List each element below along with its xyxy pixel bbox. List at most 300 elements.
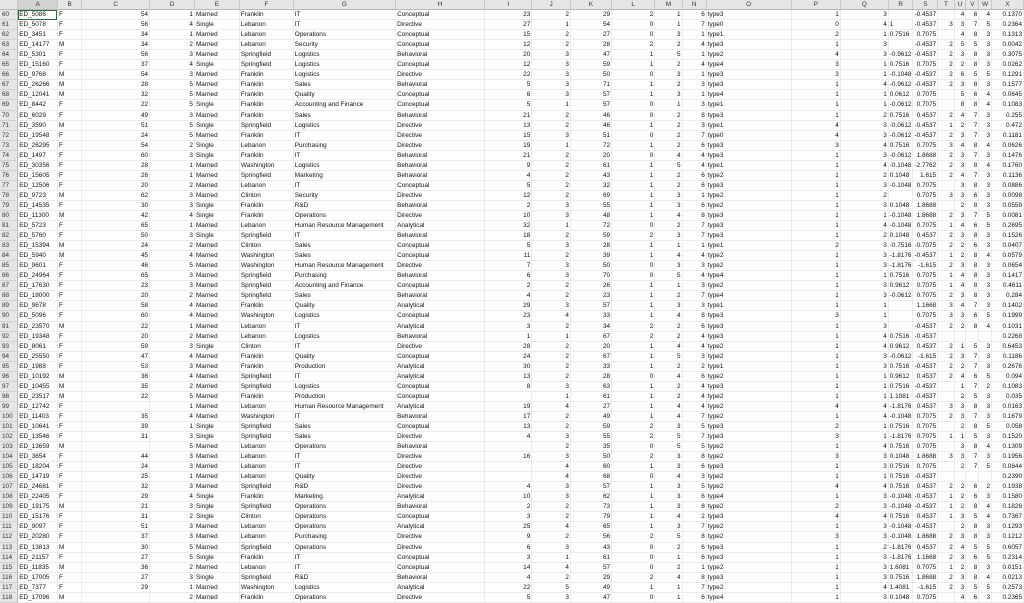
cell-n[interactable]: 3 — [682, 261, 706, 271]
cell-g[interactable]: IT — [293, 341, 395, 351]
cell-b[interactable]: F — [57, 522, 81, 532]
cell-n[interactable]: 4 — [682, 150, 706, 160]
cell-s[interactable]: 1.8688 — [913, 150, 938, 160]
cell-d[interactable]: 3 — [150, 522, 195, 532]
cell-w[interactable]: 4 — [979, 512, 992, 522]
cell-h[interactable]: Analytical — [396, 361, 485, 371]
cell-g[interactable]: IT — [293, 411, 395, 421]
cell-b[interactable]: F — [57, 231, 81, 241]
cell-u[interactable]: 5 — [954, 40, 966, 50]
cell-q[interactable]: 3 — [840, 532, 888, 542]
cell-g[interactable]: IT — [293, 462, 395, 472]
cell-b[interactable]: F — [57, 411, 81, 421]
cell-b[interactable]: M — [57, 190, 81, 200]
cell-g[interactable]: Logistics — [293, 160, 395, 170]
cell-c[interactable] — [82, 592, 150, 602]
cell-d[interactable]: 3 — [150, 361, 195, 371]
cell-m[interactable]: 3 — [655, 421, 682, 431]
cell-i[interactable]: 5 — [485, 180, 532, 190]
cell-b[interactable]: F — [57, 30, 81, 40]
cell-g[interactable]: Production — [293, 391, 395, 401]
cell-e[interactable]: Married — [194, 30, 239, 40]
cell-v[interactable]: 8 — [966, 160, 979, 170]
cell-q[interactable]: 1 — [840, 70, 888, 80]
cell-i[interactable]: 22 — [485, 70, 532, 80]
cell-p[interactable]: 1 — [791, 572, 840, 582]
cell-g[interactable]: Logistics — [293, 331, 395, 341]
cell-j[interactable]: 1 — [532, 552, 571, 562]
cell-u[interactable]: 1 — [954, 432, 966, 442]
cell-a[interactable]: ED_18000 — [18, 291, 58, 301]
cell-f[interactable]: Franklin — [239, 391, 293, 401]
cell-x[interactable]: 0.035 — [992, 391, 1024, 401]
cell-m[interactable]: 2 — [655, 321, 682, 331]
cell-j[interactable]: 4 — [532, 462, 571, 472]
cell-x[interactable]: 0.0098 — [992, 190, 1024, 200]
cell-o[interactable]: type4 — [706, 492, 791, 502]
cell-x[interactable]: 0.0844 — [992, 462, 1024, 472]
row-header[interactable]: 67 — [0, 80, 18, 90]
cell-g[interactable]: Purchasing — [293, 532, 395, 542]
cell-r[interactable] — [888, 311, 913, 321]
cell-t[interactable] — [938, 592, 955, 602]
cell-k[interactable]: 35 — [570, 442, 611, 452]
cell-s[interactable]: -0.4537 — [914, 392, 937, 400]
cell-x[interactable]: 0.0645 — [992, 90, 1024, 100]
cell-q[interactable]: 3 — [840, 462, 888, 472]
cell-v[interactable]: 8 — [966, 30, 979, 40]
cell-m[interactable]: 3 — [655, 90, 682, 100]
cell-a[interactable]: ED_1988 — [18, 361, 58, 371]
cell-c[interactable]: 62 — [82, 190, 150, 200]
cell-j[interactable]: 1 — [532, 391, 571, 401]
cell-p[interactable]: 1 — [791, 411, 840, 421]
cell-s[interactable]: -0.7075 — [914, 242, 937, 250]
cell-a[interactable]: ED_10192 — [18, 371, 58, 381]
cell-g[interactable]: Logistics — [293, 60, 395, 70]
cell-u[interactable]: 3 — [954, 582, 966, 592]
cell-o[interactable]: type2 — [706, 472, 791, 482]
cell-f[interactable]: Springfield — [239, 291, 293, 301]
cell-b[interactable]: F — [57, 582, 81, 592]
cell-s[interactable]: -0.4537 — [914, 523, 937, 531]
cell-w[interactable]: 3 — [979, 130, 992, 140]
cell-p[interactable]: 1 — [791, 150, 840, 160]
cell-v[interactable]: 8 — [966, 140, 979, 150]
cell-r[interactable]: 0.1048 — [888, 200, 913, 210]
cell-b[interactable]: F — [57, 492, 81, 502]
cell-p[interactable]: 4 — [791, 512, 840, 522]
cell-j[interactable]: 3 — [532, 90, 571, 100]
cell-a[interactable]: ED_15394 — [18, 241, 58, 251]
cell-g[interactable]: IT — [293, 10, 395, 20]
cell-t[interactable]: 2 — [938, 50, 955, 60]
cell-a[interactable]: ED_19548 — [18, 130, 58, 140]
cell-j[interactable]: 3 — [532, 50, 571, 60]
cell-h[interactable]: Analytical — [396, 371, 485, 381]
cell-d[interactable]: 2 — [150, 331, 195, 341]
cell-x[interactable]: 0.255 — [992, 110, 1024, 120]
cell-o[interactable]: type2 — [706, 341, 791, 351]
cell-s[interactable]: 0.7075 — [913, 221, 938, 231]
cell-l[interactable]: 0 — [612, 542, 655, 552]
cell-b[interactable]: F — [57, 271, 81, 281]
cell-c[interactable]: 65 — [82, 221, 150, 231]
cell-g[interactable]: Operations — [293, 30, 395, 40]
cell-i[interactable]: 4 — [485, 572, 532, 582]
cell-q[interactable]: 4 — [840, 80, 888, 90]
cell-v[interactable]: 7 — [966, 301, 979, 311]
cell-p[interactable]: 3 — [791, 452, 840, 462]
cell-e[interactable]: Married — [194, 301, 239, 311]
cell-n[interactable]: 6 — [682, 492, 706, 502]
cell-g[interactable]: Quality — [293, 472, 395, 482]
cell-k[interactable]: 61 — [570, 391, 611, 401]
cell-i[interactable]: 12 — [485, 60, 532, 70]
cell-w[interactable]: 5 — [979, 462, 992, 472]
cell-w[interactable]: 3 — [979, 492, 992, 502]
cell-m[interactable]: 5 — [655, 432, 682, 442]
cell-u[interactable]: 4 — [954, 271, 966, 281]
cell-g[interactable]: Sales — [293, 241, 395, 251]
cell-s[interactable]: 0.7075 — [913, 90, 938, 100]
cell-h[interactable]: Behavioral — [396, 110, 485, 120]
cell-i[interactable]: 5 — [485, 80, 532, 90]
cell-c[interactable]: 30 — [82, 542, 150, 552]
cell-g[interactable]: Sales — [293, 421, 395, 431]
cell-h[interactable]: Analytical — [396, 301, 485, 311]
column-header-a[interactable]: A — [18, 0, 58, 10]
column-header-c[interactable]: C — [82, 0, 150, 10]
cell-p[interactable]: 1 — [791, 542, 840, 552]
cell-f[interactable]: Washington — [239, 582, 293, 592]
cell-s[interactable]: 0.4537 — [913, 371, 938, 381]
cell-o[interactable]: type3 — [706, 10, 791, 20]
cell-j[interactable]: 3 — [532, 60, 571, 70]
cell-r[interactable]: 0.7516 — [888, 110, 913, 120]
cell-q[interactable]: 1 — [840, 472, 888, 482]
cell-f[interactable]: Lebanon — [239, 180, 293, 190]
cell-q[interactable]: 4 — [840, 140, 888, 150]
cell-f[interactable]: Franklin — [239, 80, 293, 90]
cell-t[interactable]: 2 — [938, 371, 955, 381]
cell-x[interactable]: 0.2573 — [992, 582, 1024, 592]
cell-l[interactable]: 1 — [612, 291, 655, 301]
cell-n[interactable]: 6 — [682, 321, 706, 331]
column-header-l[interactable]: L — [612, 0, 655, 10]
cell-j[interactable]: 2 — [532, 30, 571, 40]
cell-v[interactable]: 5 — [966, 391, 979, 401]
cell-e[interactable]: Married — [194, 391, 239, 401]
cell-k[interactable]: 39 — [570, 251, 611, 261]
cell-l[interactable]: 0 — [612, 70, 655, 80]
cell-v[interactable]: 8 — [966, 50, 979, 60]
cell-t[interactable]: 1 — [938, 562, 955, 572]
cell-c[interactable]: 25 — [82, 472, 150, 482]
cell-b[interactable]: F — [57, 200, 81, 210]
cell-p[interactable]: 1 — [791, 351, 840, 361]
cell-h[interactable]: Directive — [396, 472, 485, 482]
cell-k[interactable]: 32 — [570, 180, 611, 190]
cell-c[interactable]: 32 — [82, 482, 150, 492]
cell-e[interactable]: Married — [194, 472, 239, 482]
cell-l[interactable]: 2 — [612, 40, 655, 50]
cell-k[interactable]: 61 — [570, 552, 611, 562]
cell-u[interactable]: 2 — [954, 60, 966, 70]
cell-d[interactable]: 3 — [150, 70, 195, 80]
cell-d[interactable]: 4 — [150, 351, 195, 361]
cell-e[interactable]: Married — [194, 311, 239, 321]
cell-h[interactable]: Behavioral — [396, 411, 485, 421]
cell-d[interactable]: 3 — [150, 482, 195, 492]
cell-h[interactable]: Conceptual — [396, 311, 485, 321]
cell-a[interactable]: ED_21157 — [18, 552, 58, 562]
cell-c[interactable]: 27 — [82, 572, 150, 582]
cell-x[interactable]: 0.2364 — [992, 20, 1024, 30]
cell-t[interactable]: 2 — [938, 210, 955, 220]
cell-j[interactable]: 2 — [532, 40, 571, 50]
cell-n[interactable]: 8 — [682, 502, 706, 512]
cell-x[interactable]: 0.0081 — [992, 210, 1024, 220]
cell-s[interactable]: 0.4537 — [913, 482, 938, 492]
row-header[interactable]: 64 — [0, 50, 18, 60]
cell-b[interactable]: M — [57, 542, 81, 552]
cell-n[interactable]: 4 — [682, 331, 706, 341]
cell-x[interactable]: 0.0163 — [992, 401, 1024, 411]
cell-r[interactable]: -0.0612 — [889, 352, 912, 360]
cell-t[interactable]: 2 — [938, 130, 955, 140]
cell-d[interactable]: 3 — [150, 190, 195, 200]
cell-l[interactable]: 2 — [612, 421, 655, 431]
cell-u[interactable]: 4 — [954, 221, 966, 231]
cell-k[interactable]: 26 — [570, 281, 611, 291]
row-header[interactable]: 85 — [0, 261, 18, 271]
cell-g[interactable]: IT — [293, 180, 395, 190]
cell-o[interactable]: type4 — [706, 90, 791, 100]
cell-f[interactable]: Springfield — [239, 572, 293, 582]
cell-t[interactable]: 3 — [938, 140, 955, 150]
cell-d[interactable]: 3 — [150, 502, 195, 512]
cell-f[interactable]: Lebanon — [239, 331, 293, 341]
cell-e[interactable]: Married — [194, 190, 239, 200]
cell-i[interactable]: 3 — [485, 552, 532, 562]
cell-a[interactable]: ED_1497 — [18, 150, 58, 160]
cell-l[interactable]: 2 — [612, 532, 655, 542]
cell-k[interactable]: 72 — [570, 140, 611, 150]
cell-b[interactable]: M — [57, 251, 81, 261]
cell-o[interactable]: type3 — [706, 70, 791, 80]
cell-e[interactable]: Married — [194, 321, 239, 331]
cell-v[interactable]: 8 — [966, 532, 979, 542]
cell-t[interactable]: 2 — [938, 572, 955, 582]
cell-i[interactable]: 29 — [485, 301, 532, 311]
row-header[interactable]: 102 — [0, 432, 18, 442]
cell-t[interactable] — [938, 462, 955, 472]
cell-n[interactable]: 7 — [682, 582, 706, 592]
cell-u[interactable]: 8 — [954, 100, 966, 110]
cell-k[interactable]: 28 — [570, 40, 611, 50]
cell-w[interactable]: 4 — [979, 160, 992, 170]
cell-n[interactable]: 3 — [682, 472, 706, 482]
row-header[interactable]: 81 — [0, 221, 18, 231]
cell-u[interactable]: 3 — [954, 261, 966, 271]
cell-n[interactable]: 1 — [682, 90, 706, 100]
cell-n[interactable]: 7 — [682, 522, 706, 532]
cell-l[interactable]: 0 — [612, 221, 655, 231]
cell-a[interactable]: ED_5078 — [18, 20, 58, 30]
cell-u[interactable]: 3 — [954, 180, 966, 190]
cell-f[interactable]: Franklin — [239, 70, 293, 80]
cell-f[interactable]: Franklin — [239, 110, 293, 120]
cell-g[interactable]: Logistics — [293, 120, 395, 130]
cell-c[interactable]: 31 — [82, 512, 150, 522]
cell-v[interactable]: 6 — [966, 492, 979, 502]
cell-h[interactable]: Directive — [396, 341, 485, 351]
cell-t[interactable]: 2 — [938, 261, 955, 271]
cell-l[interactable]: 0 — [612, 130, 655, 140]
cell-h[interactable]: Conceptual — [396, 391, 485, 401]
cell-f[interactable]: Franklin — [239, 361, 293, 371]
cell-v[interactable]: 8 — [966, 321, 979, 331]
row-header[interactable]: 111 — [0, 522, 18, 532]
cell-v[interactable]: 8 — [966, 442, 979, 452]
cell-o[interactable]: type3 — [706, 180, 791, 190]
cell-f[interactable]: Washington — [239, 160, 293, 170]
cell-j[interactable]: 4 — [532, 562, 571, 572]
cell-b[interactable]: F — [57, 20, 81, 30]
cell-a[interactable]: ED_24964 — [18, 271, 58, 281]
cell-u[interactable]: 4 — [954, 110, 966, 120]
cell-b[interactable]: F — [57, 532, 81, 542]
cell-u[interactable]: 4 — [954, 140, 966, 150]
cell-q[interactable]: 3 — [840, 241, 888, 251]
cell-s[interactable]: 0.7075 — [913, 180, 938, 190]
cell-k[interactable]: 49 — [570, 582, 611, 592]
cell-i[interactable] — [485, 391, 532, 401]
cell-g[interactable]: Logistics — [293, 70, 395, 80]
cell-i[interactable]: 4 — [485, 482, 532, 492]
cell-t[interactable]: 1 — [938, 271, 955, 281]
cell-b[interactable]: F — [57, 401, 81, 411]
cell-q[interactable]: 3 — [840, 281, 888, 291]
column-header-v[interactable]: V — [966, 0, 979, 10]
cell-a[interactable]: ED_9601 — [18, 261, 58, 271]
cell-i[interactable]: 15 — [485, 30, 532, 40]
row-header[interactable]: 84 — [0, 251, 18, 261]
cell-i[interactable]: 20 — [485, 50, 532, 60]
cell-m[interactable]: 3 — [655, 190, 682, 200]
cell-p[interactable]: 1 — [791, 301, 840, 311]
cell-r[interactable] — [888, 40, 913, 50]
cell-b[interactable]: M — [57, 562, 81, 572]
cell-h[interactable]: Directive — [396, 532, 485, 542]
cell-b[interactable]: F — [57, 452, 81, 462]
cell-r[interactable]: -0.0612 — [889, 292, 912, 300]
cell-c[interactable]: 32 — [82, 90, 150, 100]
cell-h[interactable]: Behavioral — [396, 291, 485, 301]
cell-j[interactable]: 2 — [532, 341, 571, 351]
cell-j[interactable]: 2 — [532, 502, 571, 512]
cell-b[interactable]: F — [57, 60, 81, 70]
cell-v[interactable]: 8 — [966, 180, 979, 190]
cell-d[interactable]: 5 — [150, 120, 195, 130]
cell-e[interactable]: Married — [194, 170, 239, 180]
cell-a[interactable]: ED_9723 — [18, 190, 58, 200]
cell-d[interactable]: 5 — [150, 552, 195, 562]
cell-s[interactable]: 0.4537 — [913, 110, 938, 120]
cell-x[interactable]: 0.0151 — [992, 562, 1024, 572]
cell-o[interactable]: type3 — [706, 311, 791, 321]
cell-s[interactable]: 0.7075 — [913, 432, 938, 442]
cell-t[interactable]: 1 — [938, 251, 955, 261]
cell-t[interactable] — [938, 472, 955, 482]
cell-t[interactable]: 3 — [938, 190, 955, 200]
cell-l[interactable]: 1 — [612, 160, 655, 170]
cell-d[interactable]: 3 — [150, 462, 195, 472]
cell-m[interactable]: 3 — [655, 261, 682, 271]
cell-c[interactable]: 54 — [82, 140, 150, 150]
cell-b[interactable]: F — [57, 512, 81, 522]
cell-f[interactable]: Franklin — [239, 90, 293, 100]
cell-q[interactable]: 3 — [840, 180, 888, 190]
cell-w[interactable]: 5 — [979, 221, 992, 231]
cell-o[interactable]: type3 — [706, 421, 791, 431]
cell-g[interactable]: Security — [293, 40, 395, 50]
cell-l[interactable]: 1 — [612, 411, 655, 421]
cell-q[interactable]: 3 — [840, 592, 888, 602]
cell-r[interactable]: -0.1048 — [889, 161, 912, 169]
cell-v[interactable]: 8 — [966, 200, 979, 210]
cell-c[interactable]: 44 — [82, 452, 150, 462]
cell-j[interactable]: 2 — [532, 281, 571, 291]
cell-d[interactable]: 2 — [150, 241, 195, 251]
cell-b[interactable]: M — [57, 40, 81, 50]
cell-u[interactable]: 3 — [954, 351, 966, 361]
cell-n[interactable]: 8 — [682, 110, 706, 120]
cell-k[interactable]: 51 — [570, 130, 611, 140]
cell-u[interactable]: 4 — [954, 281, 966, 291]
cell-a[interactable]: ED_14719 — [18, 472, 58, 482]
cell-m[interactable]: 1 — [655, 552, 682, 562]
cell-b[interactable]: F — [57, 482, 81, 492]
cell-d[interactable]: 4 — [150, 251, 195, 261]
cell-t[interactable] — [938, 200, 955, 210]
cell-x[interactable]: 0.1476 — [992, 150, 1024, 160]
cell-j[interactable]: 2 — [532, 442, 571, 452]
cell-q[interactable]: 3 — [840, 120, 888, 130]
cell-h[interactable]: Behavioral — [396, 80, 485, 90]
cell-n[interactable]: 5 — [682, 421, 706, 431]
cell-k[interactable]: 43 — [570, 542, 611, 552]
cell-a[interactable]: ED_3451 — [18, 30, 58, 40]
cell-a[interactable]: ED_10455 — [18, 381, 58, 391]
cell-d[interactable]: 2 — [150, 562, 195, 572]
cell-m[interactable]: 2 — [655, 562, 682, 572]
row-header[interactable]: 78 — [0, 190, 18, 200]
cell-c[interactable]: 60 — [82, 311, 150, 321]
cell-l[interactable]: 1 — [612, 80, 655, 90]
cell-e[interactable]: Single — [194, 421, 239, 431]
cell-e[interactable]: Single — [194, 432, 239, 442]
cell-x[interactable]: 0.0213 — [992, 572, 1024, 582]
cell-q[interactable]: 4 — [840, 482, 888, 492]
cell-g[interactable]: IT — [293, 150, 395, 160]
cell-x[interactable]: 0.1083 — [992, 381, 1024, 391]
cell-p[interactable]: 1 — [791, 180, 840, 190]
cell-n[interactable]: 8 — [682, 210, 706, 220]
cell-d[interactable]: 4 — [150, 60, 195, 70]
cell-a[interactable]: ED_9678 — [18, 301, 58, 311]
